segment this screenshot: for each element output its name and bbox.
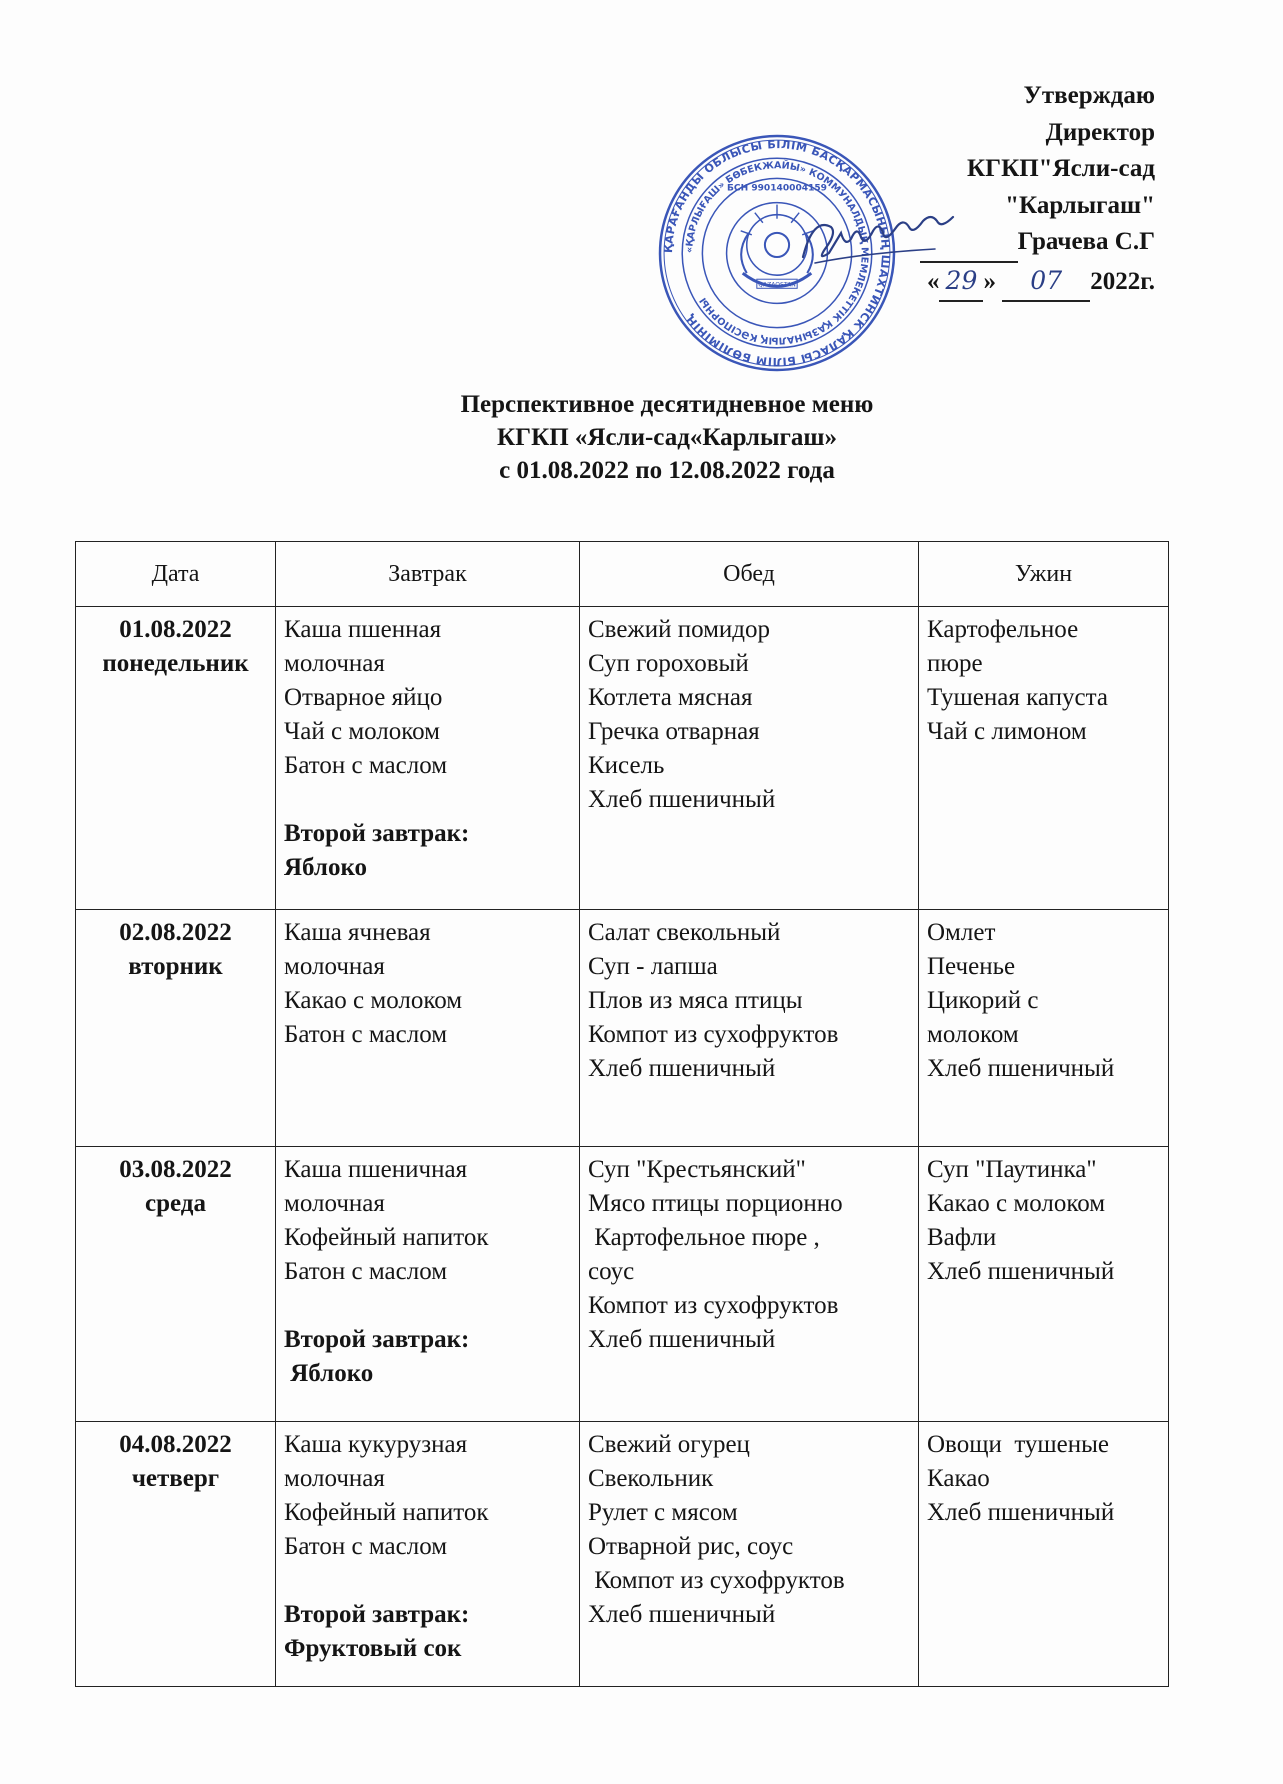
stamp-emblem-text: QAZAQSTAN	[758, 281, 796, 289]
table-row	[76, 1422, 1169, 1687]
second-breakfast-item: Фруктовый сок	[284, 1635, 462, 1662]
second-breakfast-item: Яблоко	[284, 854, 368, 881]
menu-item: Отварное яйцо	[284, 684, 443, 711]
menu-item: пюре	[927, 650, 983, 677]
menu-item: Каша пшеничная	[284, 1156, 468, 1183]
menu-table	[75, 541, 1169, 1687]
row-date: 02.08.2022	[119, 919, 232, 946]
date-open-quote: «	[926, 267, 940, 295]
header-date: Дата	[76, 542, 276, 607]
second-breakfast-item: Яблоко	[284, 1360, 374, 1387]
row-weekday: понедельник	[102, 650, 249, 677]
menu-item: Свекольник	[588, 1465, 714, 1492]
menu-item: Картофельное	[927, 616, 1079, 643]
stamp-outer-ring-text: ҚАРАҒАНДЫ ОБЛЫСЫ БІЛІМ БАСҚАРМАСЫНЫҢ ШАХТИНСК ҚАЛАСЫ БІЛІМ БӨЛІМІНІҢ	[662, 138, 893, 368]
menu-item: Какао с молоком	[284, 987, 463, 1014]
menu-item: Кофейный напиток	[284, 1499, 489, 1526]
menu-item: Рулет с мясом	[588, 1499, 738, 1526]
title-line-3: с 01.08.2022 по 12.08.2022 года	[499, 457, 835, 484]
stamp-inner-ring-text: «ҚАРЛЫҒАШ» БӨБЕКЖАЙЫ» КОММУНАЛДЫҚ МЕМЛЕКЕТТІК ҚАЗЫНАЛЫҚ КӘСІПОРНЫ	[684, 160, 870, 346]
menu-item: Свежий огурец	[588, 1431, 750, 1458]
approval-organization-name: "Карлыгаш"	[1005, 191, 1155, 219]
menu-item: Овощи тушеные	[927, 1431, 1110, 1458]
menu-item: Котлета мясная	[588, 684, 753, 711]
menu-item: Кисель	[588, 752, 665, 779]
title-line-2: КГКП «Ясли-сад«Карлыгаш»	[497, 424, 837, 451]
spacer	[284, 1289, 571, 1323]
menu-item: Хлеб пшеничный	[588, 1326, 776, 1353]
table-row	[76, 607, 1169, 910]
menu-item: Суп гороховый	[588, 650, 749, 677]
header-lunch: Обед	[580, 542, 919, 607]
menu-item: Картофельное пюре ,	[588, 1224, 820, 1251]
menu-item: Цикорий с	[927, 987, 1039, 1014]
menu-item: Хлеб пшеничный	[588, 1601, 776, 1628]
approval-position: Директор	[1045, 118, 1155, 146]
menu-item: Каша кукурузная	[284, 1431, 468, 1458]
row-date: 03.08.2022	[119, 1156, 232, 1183]
date-month-blank	[1002, 263, 1090, 303]
menu-item: Компот из сухофруктов	[588, 1567, 845, 1594]
lunch-cell	[580, 910, 919, 1147]
date-cell	[76, 1422, 276, 1687]
director-signature	[795, 205, 1005, 285]
table-header-row	[76, 542, 1169, 607]
menu-item: молочная	[284, 650, 385, 677]
menu-item: Тушеная капуста	[927, 684, 1108, 711]
approval-organization: КГКП"Ясли-сад	[967, 155, 1155, 182]
menu-item: молочная	[284, 1465, 385, 1492]
dinner-cell	[919, 910, 1169, 1147]
date-cell	[76, 910, 276, 1147]
date-cell	[76, 607, 276, 910]
row-weekday: вторник	[128, 953, 223, 980]
header-dinner: Ужин	[919, 542, 1169, 607]
second-breakfast-label: Второй завтрак:	[284, 1326, 470, 1353]
breakfast-cell	[276, 910, 580, 1147]
date-month-handwritten: 07	[1030, 265, 1063, 295]
date-year: 2022г.	[1090, 267, 1155, 295]
menu-item: Каша пшенная	[284, 616, 442, 643]
table-row	[76, 1147, 1169, 1422]
dinner-cell	[919, 1147, 1169, 1422]
menu-item: Печенье	[927, 953, 1016, 980]
approval-heading: Утверждаю	[1023, 82, 1155, 109]
dinner-cell	[919, 607, 1169, 910]
dinner-cell	[919, 1422, 1169, 1687]
document-title	[0, 388, 1283, 487]
menu-item: Суп - лапша	[588, 953, 718, 980]
menu-item: Свежий помидор	[588, 616, 771, 643]
date-close-quote: »	[983, 267, 996, 295]
menu-item: Компот из сухофруктов	[588, 1021, 839, 1048]
menu-item: Чай с молоком	[284, 718, 441, 745]
breakfast-cell	[276, 1147, 580, 1422]
row-weekday: четверг	[131, 1465, 220, 1492]
menu-item: Батон с маслом	[284, 1258, 448, 1285]
breakfast-cell	[276, 1422, 580, 1687]
date-cell	[76, 1147, 276, 1422]
menu-item: Мясо птицы порционно	[588, 1190, 843, 1217]
menu-item: Хлеб пшеничный	[588, 786, 776, 813]
menu-item: молочная	[284, 953, 385, 980]
menu-item: Батон с маслом	[284, 1533, 448, 1560]
spacer	[284, 1564, 571, 1598]
menu-item: Батон с маслом	[284, 752, 448, 779]
row-weekday: среда	[145, 1190, 206, 1217]
menu-item: Хлеб пшеничный	[588, 1055, 776, 1082]
lunch-cell	[580, 1422, 919, 1687]
menu-item: Какао	[927, 1465, 990, 1492]
row-date: 01.08.2022	[119, 616, 232, 643]
menu-item: Хлеб пшеничный	[927, 1055, 1115, 1082]
menu-item: Плов из мяса птицы	[588, 987, 803, 1014]
menu-item: Салат свекольный	[588, 919, 781, 946]
breakfast-cell	[276, 607, 580, 910]
menu-item: Кофейный напиток	[284, 1224, 489, 1251]
menu-item: Компот из сухофруктов	[588, 1292, 839, 1319]
date-day-handwritten: 29	[945, 265, 978, 295]
menu-item: Омлет	[927, 919, 996, 946]
menu-item: Отварной рис, соус	[588, 1533, 794, 1560]
menu-item: соус	[588, 1258, 635, 1285]
menu-item: Гречка отварная	[588, 718, 760, 745]
menu-item: Хлеб пшеничный	[927, 1258, 1115, 1285]
menu-item: Чай с лимоном	[927, 718, 1087, 745]
menu-item: Хлеб пшеничный	[927, 1499, 1115, 1526]
menu-item: молоком	[927, 1021, 1019, 1048]
menu-item: Какао с молоком	[927, 1190, 1106, 1217]
second-breakfast-label: Второй завтрак:	[284, 820, 470, 847]
row-date: 04.08.2022	[119, 1431, 232, 1458]
table-row	[76, 910, 1169, 1147]
menu-item: молочная	[284, 1190, 385, 1217]
menu-item: Вафли	[927, 1224, 997, 1251]
second-breakfast-label: Второй завтрак:	[284, 1601, 470, 1628]
menu-item: Суп "Крестьянский"	[588, 1156, 806, 1183]
lunch-cell	[580, 1147, 919, 1422]
menu-item: Суп "Паутинка"	[927, 1156, 1097, 1183]
lunch-cell	[580, 607, 919, 910]
menu-item: Каша ячневая	[284, 919, 431, 946]
director-name: Грачева С.Г	[1017, 228, 1155, 255]
title-line-1: Перспективное десятидневное меню	[460, 391, 874, 418]
stamp-bin: БСН 990140004159	[727, 183, 827, 194]
header-breakfast: Завтрак	[276, 542, 580, 607]
spacer	[284, 783, 571, 817]
menu-item: Батон с маслом	[284, 1021, 448, 1048]
